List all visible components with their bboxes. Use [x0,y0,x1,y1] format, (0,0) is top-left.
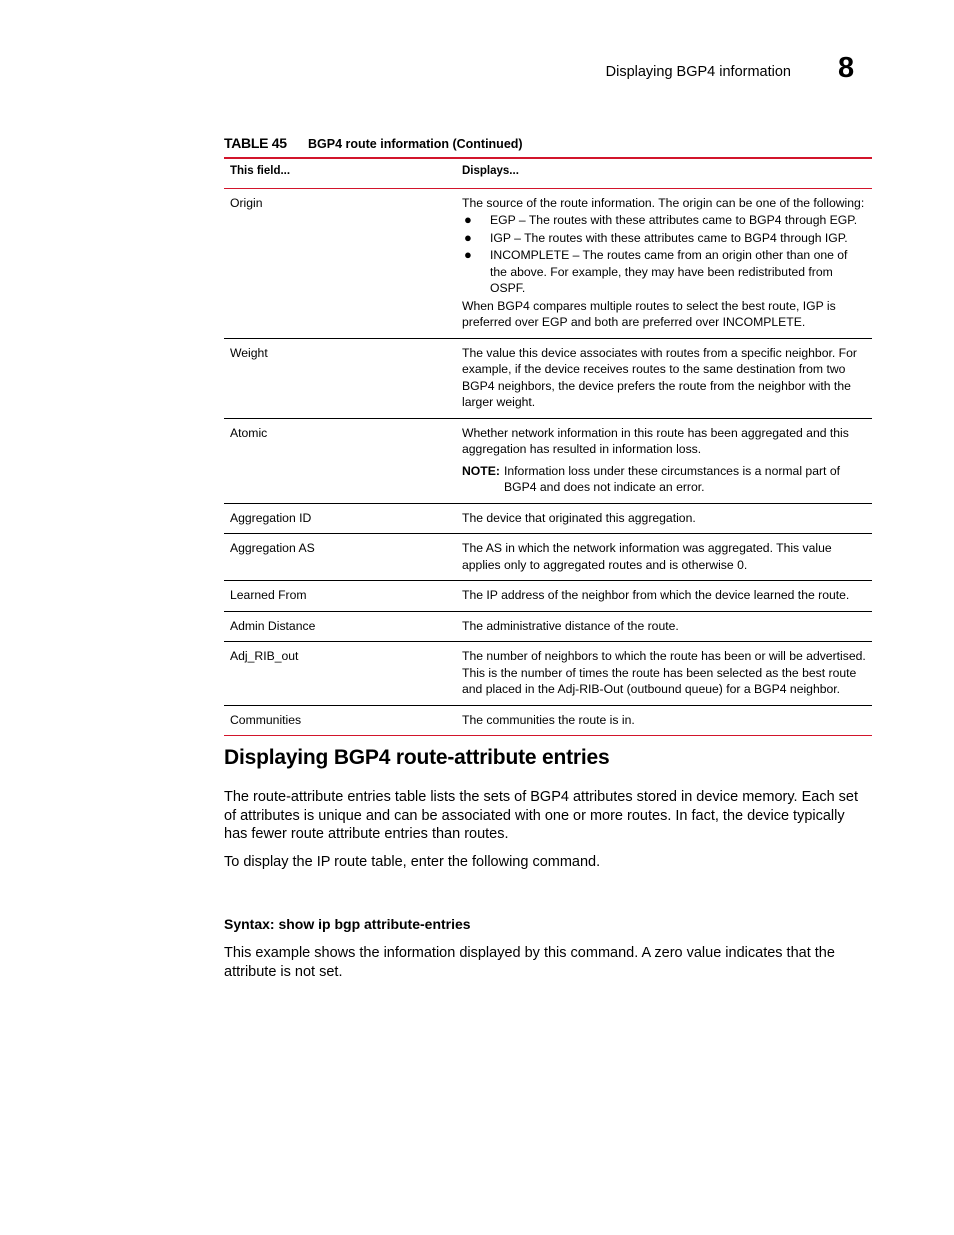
origin-bullet-list [462,212,866,297]
field-description: The value this device associates with routes from a specific neighbor. For example, if the device receives routes to the same destination from two BGP4 neighbors, the device prefers the route from the neighbor with the larger weight. [456,338,872,418]
list-item [462,247,866,297]
list-item-text: EGP – The routes with these attributes came to BGP4 through EGP. [490,213,858,227]
description-text: Whether network information in this route has been aggregated and this aggregation has resulted in information loss. [462,425,849,456]
field-description: The AS in which the network information was aggregated. This value applies only to aggregated routes and is otherwise 0. [456,534,872,581]
field-name: Adj_RIB_out [224,642,456,706]
description-text: The source of the route information. The origin can be one of the following: [462,195,865,210]
field-name: Admin Distance [224,611,456,642]
body-paragraph: This example shows the information displayed by this command. A zero value indicates that the attribute is not set. [224,945,835,980]
field-description: The administrative distance of the route. [456,611,872,642]
table-row [224,534,872,581]
list-item-text: INCOMPLETE – The routes came from an origin other than one of the above. For example, they may have been redistributed from OSPF. [490,248,848,295]
bullet-icon: ● [464,229,472,245]
section-heading: Displaying BGP4 route-attribute entries [224,746,610,769]
field-name: Weight [224,338,456,418]
field-description: The number of neighbors to which the route has been or will be advertised. This is the number of times the route has been selected as the best route and placed in the Adj-RIB-Out (outbound queue) for a BGP4 neighbor. [456,642,872,706]
body-paragraph: The route-attribute entries table lists the sets of BGP4 attributes stored in device memory. Each set of attributes is unique and can be associated with one or more routes. In fact, the device typically has fewer route attribute entries than routes. [224,789,858,842]
bgp4-route-info-table [224,157,872,736]
list-item-text: IGP – The routes with these attributes came to BGP4 through IGP. [490,230,848,245]
field-name: Atomic [224,418,456,503]
field-name: Learned From [224,581,456,612]
table-number: TABLE 45 [224,135,287,151]
column-header-displays: Displays... [456,158,872,188]
table-row [224,611,872,642]
table-header-row [224,158,872,188]
syntax-line: Syntax: show ip bgp attribute-entries [224,916,471,932]
table-row [224,338,872,418]
description-text: When BGP4 compares multiple routes to select the best route, IGP is preferred over EGP and both are preferred over INCOMPLETE. [462,298,836,329]
field-name: Origin [224,188,456,338]
note-text: Information loss under these circumstances is a normal part of BGP4 and does not indicate an error. [504,463,840,494]
running-header-title: Displaying BGP4 information [605,64,791,80]
field-name: Communities [224,705,456,736]
list-item [462,212,866,229]
table-row [224,503,872,534]
field-name: Aggregation ID [224,503,456,534]
note-block [462,463,866,496]
table-row [224,642,872,706]
field-description: The IP address of the neighbor from which the device learned the route. [456,581,872,612]
note-label: NOTE: [462,463,500,478]
bullet-icon: ● [464,247,472,262]
table-row [224,418,872,503]
field-description [456,188,872,338]
table-row [224,188,872,338]
field-description: The communities the route is in. [456,705,872,736]
field-description [456,418,872,503]
field-description: The device that originated this aggregation. [456,503,872,534]
chapter-number: 8 [838,52,855,84]
table-caption [224,135,523,151]
field-name: Aggregation AS [224,534,456,581]
body-paragraph: To display the IP route table, enter the following command. [224,854,601,870]
table-title: BGP4 route information (Continued) [308,137,523,151]
bullet-icon: ● [464,212,472,227]
list-item [462,230,866,247]
column-header-field: This field... [224,158,456,188]
table-row [224,705,872,736]
table-row [224,581,872,612]
